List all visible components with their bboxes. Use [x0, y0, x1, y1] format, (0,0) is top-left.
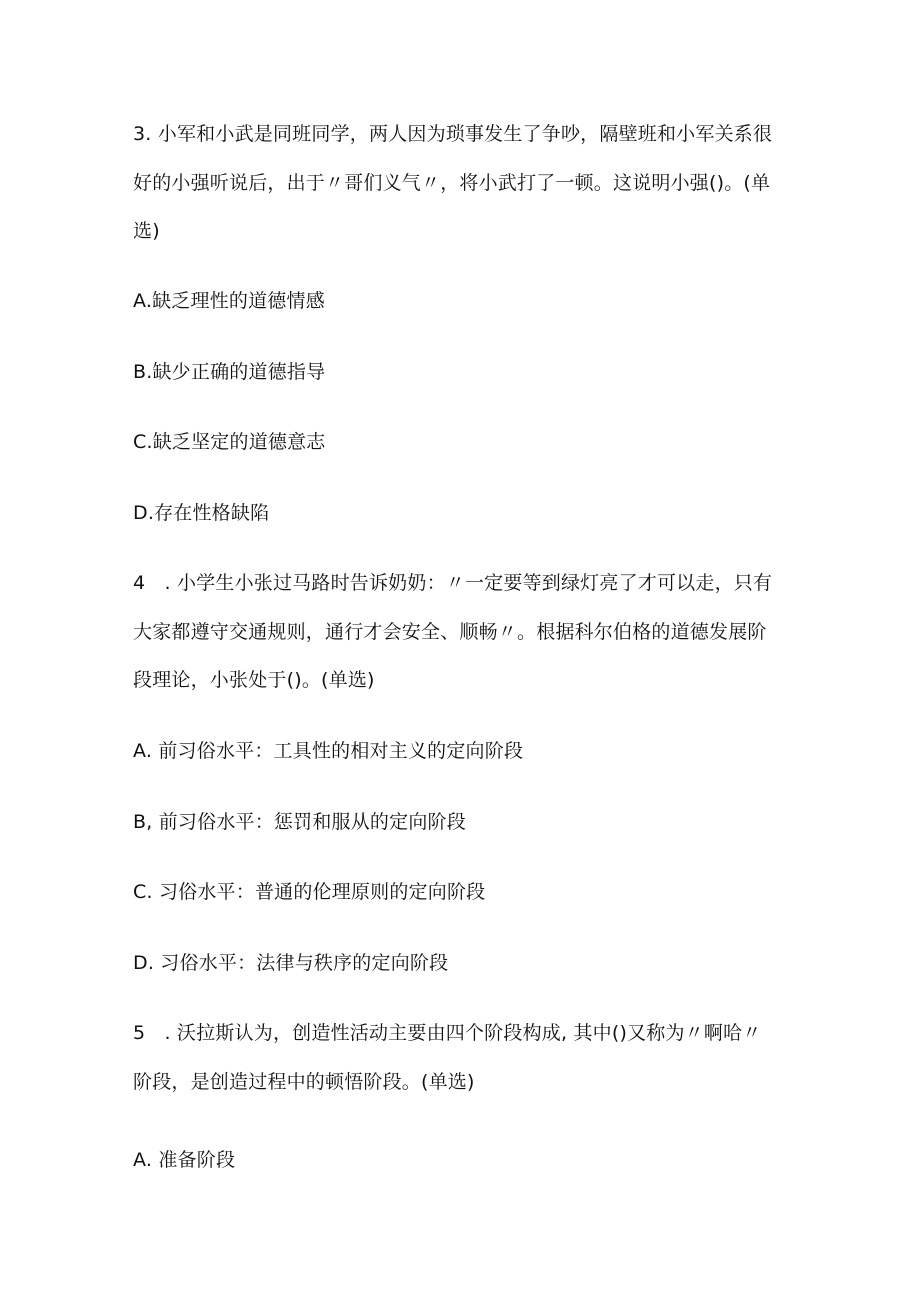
question-4-option-c: C. 习俗水平：普通的伦理原则的定向阶段 [133, 881, 486, 903]
question-3-option-c: C.缺乏坚定的道德意志 [133, 431, 326, 453]
question-3-option-a: A.缺乏理性的道德情感 [133, 290, 325, 312]
question-5-text-line-1: 5 . 沃拉斯认为，创造性活动主要由四个阶段构成, 其中()又称为〃啊哈〃 [133, 1022, 762, 1044]
question-4-option-b: B, 前习俗水平：惩罚和服从的定向阶段 [133, 811, 466, 833]
question-4-text-line-3: 段理论，小张处于()。(单选) [133, 669, 375, 691]
question-5-option-a: A. 准备阶段 [133, 1149, 236, 1171]
question-4-text-line-2: 大家都遵守交通规则，通行才会安全、顺畅〃。根据科尔伯格的道德发展阶 [133, 621, 767, 643]
question-3-option-b: B.缺少正确的道德指导 [133, 361, 326, 383]
question-4-option-a: A. 前习俗水平：工具性的相对主义的定向阶段 [133, 740, 524, 762]
question-5-text-line-2: 阶段，是创造过程中的顿悟阶段。(单选) [133, 1071, 475, 1093]
question-3-text-line-3: 选) [133, 220, 160, 242]
question-3-text-line-2: 好的小强听说后，出于〃哥们义气〃，将小武打了一顿。这说明小强()。(单 [133, 172, 771, 194]
question-4-text-line-1: 4 . 小学生小张过马路时告诉奶奶：〃一定要等到绿灯亮了才可以走，只有 [133, 572, 773, 594]
question-3-text-line-1: 3. 小军和小武是同班同学，两人因为琐事发生了争吵，隔壁班和小军关系很 [133, 123, 773, 145]
question-3-option-d: D.存在性格缺陷 [133, 502, 270, 524]
question-4-option-d: D. 习俗水平：法律与秩序的定向阶段 [133, 952, 449, 974]
